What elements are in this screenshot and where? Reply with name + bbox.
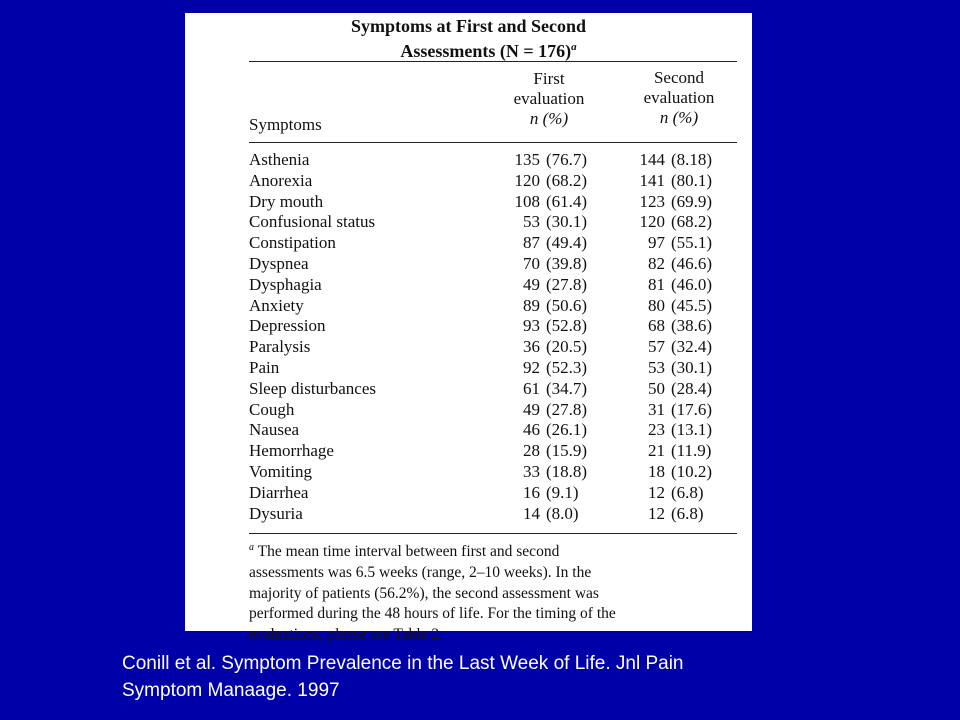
column-header-first-line-3: n (%) xyxy=(529,109,569,128)
first-count: 135 xyxy=(514,150,540,169)
table-row xyxy=(249,400,737,421)
table-row xyxy=(249,358,737,379)
table-row xyxy=(249,192,737,213)
second-percent: (55.1) xyxy=(671,233,713,253)
second-percent: (69.9) xyxy=(671,191,713,211)
first-count: 53 xyxy=(523,212,540,232)
first-count: 28 xyxy=(523,441,540,461)
symptom-name: Constipation xyxy=(249,233,336,253)
first-percent: (50.6) xyxy=(546,295,588,315)
symptom-name: Dysuria xyxy=(249,503,303,523)
first-count: 16 xyxy=(523,482,540,502)
table-row xyxy=(249,504,737,525)
second-percent: (17.6) xyxy=(671,399,713,419)
second-count: 97 xyxy=(648,233,665,253)
footnote-line xyxy=(249,538,749,563)
second-percent: (30.1) xyxy=(671,357,713,377)
second-percent: (80.1) xyxy=(671,170,713,190)
second-count: 50 xyxy=(648,378,665,398)
second-percent: (45.5) xyxy=(671,295,713,315)
second-count: 82 xyxy=(648,253,665,273)
footnote-line-text: evaluations, please see Table 2. xyxy=(249,625,444,643)
symptom-name: Asthenia xyxy=(249,150,310,169)
table-row xyxy=(249,462,737,483)
second-count: 18 xyxy=(648,461,665,481)
symptom-name: Dry mouth xyxy=(249,191,324,211)
second-percent: (38.6) xyxy=(671,316,713,336)
first-count: 36 xyxy=(523,337,540,357)
footnote-line-text: majority of patients (56.2%), the second assessment was xyxy=(249,584,599,602)
second-percent: (11.9) xyxy=(671,441,712,461)
first-percent: (68.2) xyxy=(546,170,588,190)
first-percent: (30.1) xyxy=(546,212,588,232)
second-percent: (28.4) xyxy=(671,378,713,398)
second-count: 144 xyxy=(639,150,665,169)
first-percent: (52.8) xyxy=(546,316,588,336)
citation-caption xyxy=(122,650,902,704)
symptom-name: Anxiety xyxy=(249,295,304,315)
table-row xyxy=(249,254,737,275)
first-count: 14 xyxy=(523,503,540,523)
first-count: 89 xyxy=(523,295,540,315)
column-header-second xyxy=(617,68,741,128)
table-footnote xyxy=(249,538,749,646)
table-body xyxy=(249,150,737,524)
first-percent: (20.5) xyxy=(546,337,588,357)
symptom-name: Confusional status xyxy=(249,212,376,232)
table-title-line-2 xyxy=(185,37,752,62)
table-row xyxy=(249,420,737,441)
table-title xyxy=(185,16,752,62)
table-row xyxy=(249,150,737,171)
column-header-second-line-1: Second xyxy=(653,68,705,87)
footnote-line xyxy=(249,625,749,646)
footnote-line xyxy=(249,584,749,605)
first-percent: (26.1) xyxy=(546,420,588,440)
symptom-name: Dysphagia xyxy=(249,274,322,294)
second-count: 141 xyxy=(639,170,665,190)
citation-line-2: Symptom Manaage. 1997 xyxy=(122,680,340,701)
first-count: 33 xyxy=(523,461,540,481)
footnote-line xyxy=(249,604,749,625)
second-count: 23 xyxy=(648,420,665,440)
table-row xyxy=(249,171,737,192)
symptom-name: Sleep disturbances xyxy=(249,378,376,398)
first-count: 46 xyxy=(523,420,540,440)
symptom-name: Cough xyxy=(249,399,295,419)
symptom-name: Paralysis xyxy=(249,337,311,357)
symptom-name: Diarrhea xyxy=(249,482,309,502)
second-percent: (10.2) xyxy=(671,461,713,481)
title-footnote-mark: a xyxy=(571,41,577,53)
second-count: 81 xyxy=(648,274,665,294)
footnote-mark: a xyxy=(249,542,254,553)
first-count: 49 xyxy=(523,399,540,419)
column-header-first xyxy=(487,69,611,129)
second-count: 12 xyxy=(648,503,665,523)
footnote-line-text: performed during the 48 hours of life. For the timing of the xyxy=(249,605,616,623)
table-row xyxy=(249,441,737,462)
table-row xyxy=(249,233,737,254)
column-header-second-line-2: evaluation xyxy=(643,88,715,107)
symptom-name: Vomiting xyxy=(249,461,312,481)
citation-line-1: Conill et al. Symptom Prevalence in the Last Week of Life. Jnl Pain xyxy=(122,653,684,674)
table-row xyxy=(249,316,737,337)
second-percent: (6.8) xyxy=(671,482,704,502)
first-count: 70 xyxy=(523,253,540,273)
first-count: 87 xyxy=(523,233,540,253)
first-percent: (9.1) xyxy=(546,482,579,502)
first-count: 61 xyxy=(523,378,540,398)
table-row xyxy=(249,212,737,233)
second-percent: (8.18) xyxy=(671,150,713,169)
header-bottom-rule xyxy=(249,142,737,143)
table-row xyxy=(249,275,737,296)
symptom-name: Nausea xyxy=(249,420,300,440)
first-percent: (15.9) xyxy=(546,441,588,461)
symptom-name: Hemorrhage xyxy=(249,441,334,461)
column-header-symptoms: Symptoms xyxy=(249,115,322,134)
first-percent: (49.4) xyxy=(546,233,588,253)
table-row xyxy=(249,483,737,504)
footnote-line xyxy=(249,563,749,584)
second-count: 123 xyxy=(639,191,665,211)
table-row xyxy=(249,337,737,358)
first-percent: (34.7) xyxy=(546,378,588,398)
second-count: 21 xyxy=(648,441,665,461)
table-bottom-rule xyxy=(249,533,737,534)
symptom-table-image xyxy=(185,13,752,643)
first-percent: (76.7) xyxy=(546,150,588,169)
table-row xyxy=(249,296,737,317)
header-top-rule xyxy=(249,61,737,62)
symptom-name: Dyspnea xyxy=(249,253,309,273)
first-count: 120 xyxy=(514,170,540,190)
second-count: 31 xyxy=(648,399,665,419)
second-percent: (68.2) xyxy=(671,212,713,232)
table-row xyxy=(249,379,737,400)
footnote-line-text: assessments was 6.5 weeks (range, 2–10 weeks). In the xyxy=(249,563,592,581)
second-count: 120 xyxy=(639,212,665,232)
first-count: 92 xyxy=(523,357,540,377)
second-count: 12 xyxy=(648,482,665,502)
first-percent: (52.3) xyxy=(546,357,588,377)
second-percent: (46.6) xyxy=(671,253,713,273)
symptom-name: Anorexia xyxy=(249,170,313,190)
second-count: 57 xyxy=(648,337,665,357)
first-percent: (27.8) xyxy=(546,399,588,419)
first-percent: (39.8) xyxy=(546,253,588,273)
footnote-line-text: The mean time interval between first and second xyxy=(257,543,560,561)
second-percent: (46.0) xyxy=(671,274,713,294)
table-title-line-2-text: Assessments (N = 176) xyxy=(400,41,572,61)
column-header-second-line-3: n (%) xyxy=(659,108,699,127)
table-title-line-1: Symptoms at First and Second xyxy=(350,16,587,36)
second-count: 53 xyxy=(648,357,665,377)
first-percent: (18.8) xyxy=(546,461,588,481)
second-percent: (13.1) xyxy=(671,420,713,440)
first-count: 93 xyxy=(523,316,540,336)
column-header-first-line-1: First xyxy=(533,69,565,88)
first-count: 49 xyxy=(523,274,540,294)
first-percent: (61.4) xyxy=(546,191,588,211)
second-percent: (32.4) xyxy=(671,337,713,357)
symptom-name: Depression xyxy=(249,316,326,336)
column-header-first-line-2: evaluation xyxy=(513,89,585,108)
first-percent: (8.0) xyxy=(546,503,579,523)
first-count: 108 xyxy=(514,191,540,211)
second-count: 68 xyxy=(648,316,665,336)
first-percent: (27.8) xyxy=(546,274,588,294)
symptom-name: Pain xyxy=(249,357,280,377)
second-percent: (6.8) xyxy=(671,503,704,523)
second-count: 80 xyxy=(648,295,665,315)
